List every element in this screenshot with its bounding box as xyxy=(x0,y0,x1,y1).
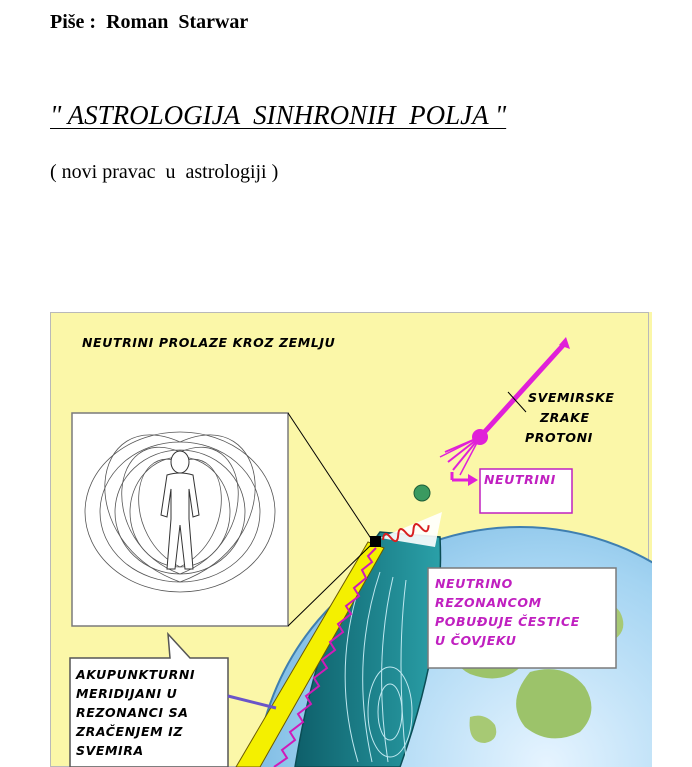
illustration-figure xyxy=(50,312,652,767)
acupuncture-line-2: MERIDIJANI U xyxy=(76,686,178,701)
resonance-line-3: POBUĐUJE ČESTICE xyxy=(435,614,580,629)
document-subtitle: ( novi pravac u astrologiji ) xyxy=(50,161,279,183)
entry-point-marker xyxy=(370,536,381,547)
cosmic-rays-label-2: ZRAKE xyxy=(540,410,590,425)
neutrino-particle xyxy=(414,485,430,501)
document-title: " ASTROLOGIJA SINHRONIH POLJA " xyxy=(50,100,507,130)
resonance-line-4: U ČOVJEKU xyxy=(435,633,517,648)
acupuncture-line-5: SVEMIRA xyxy=(76,743,144,758)
resonance-line-1: NEUTRINO xyxy=(435,576,513,591)
acupuncture-line-4: ZRAČENJEM IZ xyxy=(76,724,184,739)
cosmic-rays-label-3: PROTONI xyxy=(525,430,593,445)
author-line: Piše : Roman Starwar xyxy=(50,11,249,33)
resonance-line-2: REZONANCOM xyxy=(435,595,542,610)
resonance-callout xyxy=(428,568,616,668)
neutrini-label: NEUTRINI xyxy=(484,472,556,487)
acupuncture-line-1: AKUPUNKTURNI xyxy=(76,667,196,682)
cosmic-rays-label-1: SVEMIRSKE xyxy=(528,390,615,405)
figure-heading: NEUTRINI PROLAZE KROZ ZEMLJU xyxy=(82,335,336,350)
acupuncture-line-3: REZONANCI SA xyxy=(76,705,189,720)
illustration-svg xyxy=(50,312,652,767)
